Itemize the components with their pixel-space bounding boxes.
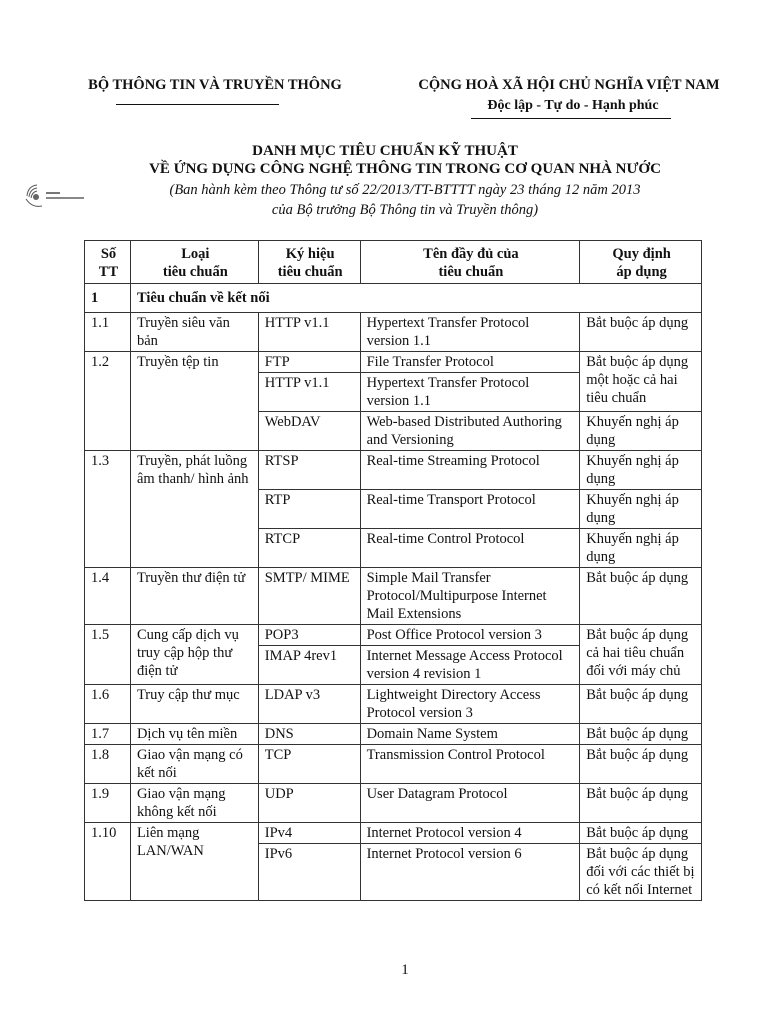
header-rule [580,241,702,284]
table-header-row [85,241,702,284]
header-fullname-2: tiêu chuẩn [438,264,504,280]
row-type: Giao vận mạng không kết nối [130,784,258,823]
row-fullname: Simple Mail Transfer Protocol/Multipurpose Internet Mail Extensions [360,568,580,625]
row-symbol: RTCP [258,529,360,568]
issuance-note-text-line2: của Bộ trưởng Bộ Thông tin và Truyền thông) [271,202,539,218]
standards-table [84,240,702,901]
header-rule-2: áp dụng [616,264,667,280]
row-fullname: Post Office Protocol version 3 [360,625,580,646]
document-title-line2: VỀ ỨNG DỤNG CÔNG NGHỆ THÔNG TIN TRONG CƠ QUAN NHÀ NƯỚC [149,161,661,177]
row-num: 1.8 [85,745,131,784]
table-row [85,313,702,352]
row-type: Cung cấp dịch vụ truy cập hộp thư điện tử [130,625,258,685]
section-row [85,284,702,313]
row-rule: Bắt buộc áp dụng [580,784,702,823]
row-fullname: Domain Name System [360,724,580,745]
row-num: 1.9 [85,784,131,823]
row-fullname: Real-time Control Protocol [360,529,580,568]
table-row [85,745,702,784]
row-type: Liên mạng LAN/WAN [130,823,258,901]
motto-underline [471,118,671,119]
row-fullname: Internet Protocol version 6 [360,844,580,901]
row-fullname: Transmission Control Protocol [360,745,580,784]
row-symbol: WebDAV [258,412,360,451]
row-symbol: RTSP [258,451,360,490]
row-rule: Bắt buộc áp dụng [580,313,702,352]
header-symbol-1: Ký hiệu [285,246,335,262]
row-symbol: SMTP/ MIME [258,568,360,625]
row-fullname: Real-time Transport Protocol [360,490,580,529]
row-rule: Bắt buộc áp dụng đối với các thiết bị có kết nối Internet [580,844,702,901]
row-symbol: RTP [258,490,360,529]
row-symbol: HTTP v1.1 [258,373,360,412]
row-num: 1.4 [85,568,131,625]
row-type: Truyền siêu văn bản [130,313,258,352]
table-row [85,784,702,823]
header-symbol-2: tiêu chuẩn [277,264,343,280]
republic-name: CỘNG HOÀ XÃ HỘI CHỦ NGHĨA VIỆT NAM [418,77,720,93]
row-type: Truyền thư điện tử [130,568,258,625]
row-symbol: FTP [258,352,360,373]
row-num: 1.3 [85,451,131,568]
table-row [85,625,702,646]
document-title: DANH MỤC TIÊU CHUẨN KỸ THUẬT [252,143,518,159]
header-num-2: TT [98,264,119,280]
row-symbol: UDP [258,784,360,823]
issuance-note [0,182,770,199]
row-type: Truyền, phát luồng âm thanh/ hình ảnh [130,451,258,568]
national-motto: Độc lập - Tự do - Hạnh phúc [487,98,659,113]
row-symbol: DNS [258,724,360,745]
row-rule: Bắt buộc áp dụng [580,823,702,844]
row-fullname: Hypertext Transfer Protocol version 1.1 [360,313,580,352]
row-fullname: Hypertext Transfer Protocol version 1.1 [360,373,580,412]
header-type-2: tiêu chuẩn [162,264,228,280]
row-fullname: User Datagram Protocol [360,784,580,823]
row-fullname: File Transfer Protocol [360,352,580,373]
row-symbol: LDAP v3 [258,685,360,724]
row-num: 1.2 [85,352,131,451]
row-rule: Bắt buộc áp dụng [580,745,702,784]
header-type [130,241,258,284]
row-num: 1.10 [85,823,131,901]
row-num: 1.7 [85,724,131,745]
header-fullname [360,241,580,284]
row-symbol: IPv6 [258,844,360,901]
row-symbol: IPv4 [258,823,360,844]
row-rule: Bắt buộc áp dụng [580,685,702,724]
table-row [85,568,702,625]
row-rule: Bắt buộc áp dụng [580,724,702,745]
row-fullname: Internet Message Access Protocol version 4 revision 1 [360,646,580,685]
row-symbol: POP3 [258,625,360,646]
ministry-underline [116,104,279,105]
issuance-note-line2 [0,202,770,219]
row-fullname: Internet Protocol version 4 [360,823,580,844]
row-rule: Khuyến nghị áp dụng [580,529,702,568]
row-fullname: Web-based Distributed Authoring and Versioning [360,412,580,451]
row-fullname: Real-time Streaming Protocol [360,451,580,490]
row-num: 1.1 [85,313,131,352]
section-title: Tiêu chuẩn về kết nối [130,284,701,313]
row-type: Giao vận mạng có kết nối [130,745,258,784]
header-num [85,241,131,284]
row-rule: Khuyến nghị áp dụng [580,412,702,451]
section-num: 1 [85,284,131,313]
row-num: 1.5 [85,625,131,685]
row-symbol: HTTP v1.1 [258,313,360,352]
row-symbol: IMAP 4rev1 [258,646,360,685]
row-num: 1.6 [85,685,131,724]
row-rule: Khuyến nghị áp dụng [580,451,702,490]
page-number: 1 [401,962,409,978]
header-num-1: Số [100,246,117,262]
header-fullname-1: Tên đầy đủ của [423,246,519,262]
issuance-note-text: (Ban hành kèm theo Thông tư số 22/2013/TT-BTTTT ngày 23 tháng 12 năm 2013 [169,182,641,198]
header-rule-1: Quy định [612,246,671,262]
header-symbol [258,241,360,284]
table-row [85,724,702,745]
row-rule: Bắt buộc áp dụng một hoặc cả hai tiêu chuẩn [580,352,702,412]
row-type: Truy cập thư mục [130,685,258,724]
table-row [85,352,702,373]
header-type-1: Loại [181,246,210,262]
row-rule: Bắt buộc áp dụng [580,568,702,625]
row-type: Truyền tệp tin [130,352,258,451]
table-row [85,823,702,844]
row-type: Dịch vụ tên miền [130,724,258,745]
row-rule: Khuyến nghị áp dụng [580,490,702,529]
row-symbol: TCP [258,745,360,784]
ministry-name: BỘ THÔNG TIN VÀ TRUYỀN THÔNG [88,77,342,93]
row-fullname: Lightweight Directory Access Protocol version 3 [360,685,580,724]
table-row [85,685,702,724]
row-rule: Bắt buộc áp dụng cả hai tiêu chuẩn đối với máy chủ [580,625,702,685]
table-row [85,451,702,490]
